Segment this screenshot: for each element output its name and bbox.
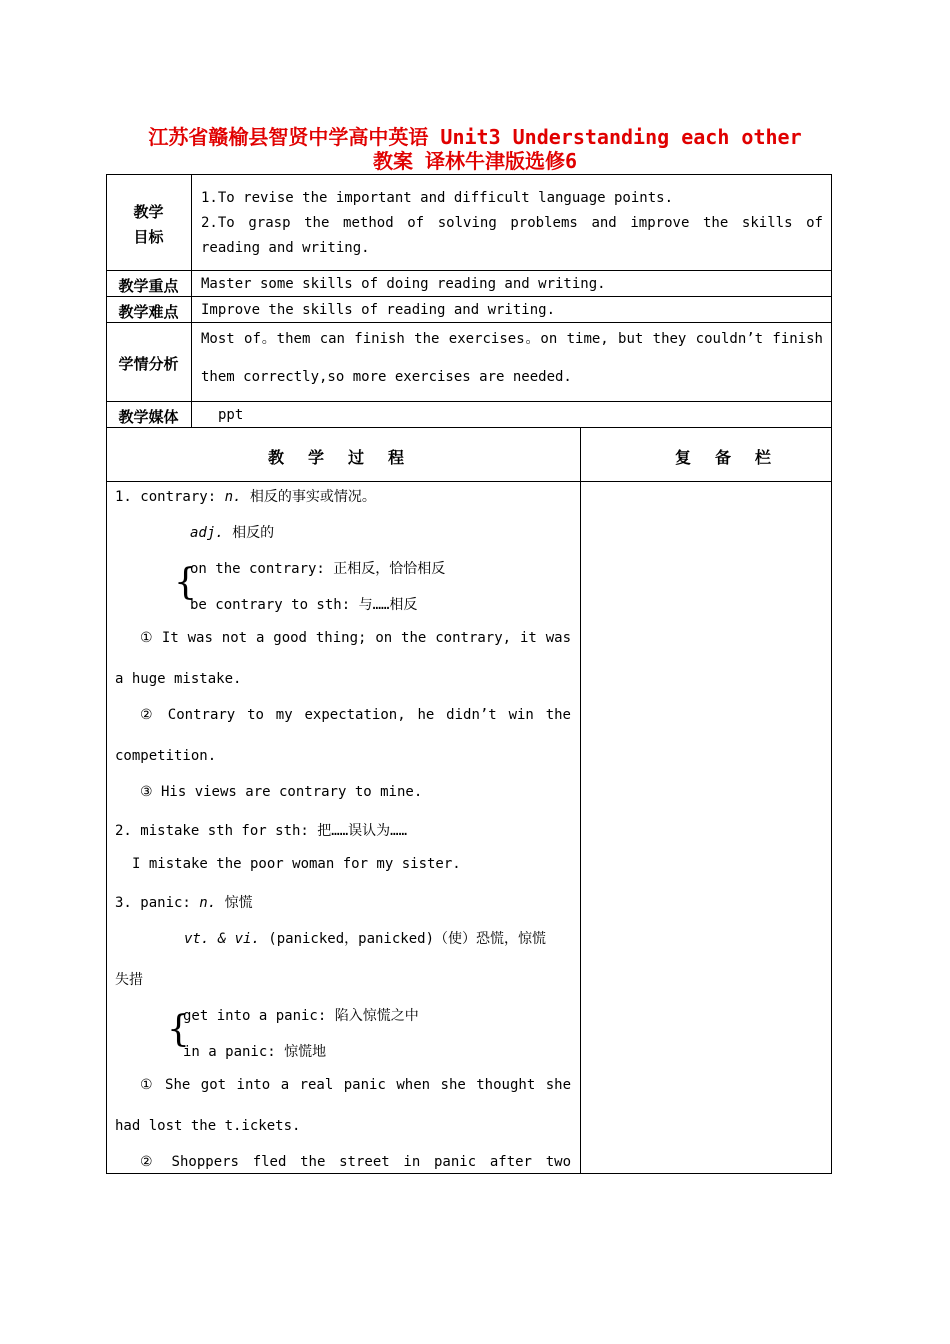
objective-1: 1.To revise the important and difficult language points. — [201, 190, 674, 206]
analysis-text: Most of。them can finish the exercises。on time, but they couldn’t finish — [201, 331, 823, 347]
row-divider — [106, 296, 832, 297]
brace-icon: { — [174, 562, 197, 603]
analysis-text-cont: them correctly,so more exercises are needed. — [201, 369, 572, 385]
media-text: ppt — [218, 407, 244, 423]
key-points-label: 教学重点 — [118, 277, 179, 295]
notes-header: 复备栏 — [674, 448, 795, 467]
item-3-verb: vt. & vi. (panicked，panicked)（使）恐慌，惊慌 — [184, 931, 547, 947]
phrase-on-the-contrary: on the contrary: 正相反，恰恰相反 — [190, 561, 446, 577]
example-2-cont: competition. — [115, 748, 217, 764]
item-3-verb-cont: 失措 — [115, 972, 143, 988]
item-1-contrary: 1. contrary: n. 相反的事实或情况。 — [115, 489, 376, 505]
column-divider — [580, 427, 581, 1174]
item-2-example: I mistake the poor woman for my sister. — [132, 856, 461, 872]
objectives-label-2: 目标 — [133, 228, 164, 246]
analysis-label: 学情分析 — [118, 355, 179, 373]
phrase-get-into-a-panic: get into a panic: 陷入惊慌之中 — [183, 1008, 419, 1024]
panic-example-1: ① She got into a real panic when she thought she — [140, 1077, 571, 1093]
row-divider — [106, 481, 832, 482]
media-label: 教学媒体 — [118, 408, 179, 426]
item-1-adj: adj. 相反的 — [190, 525, 275, 541]
key-points-text: Master some skills of doing reading and writing. — [201, 276, 606, 292]
document-title-line-1: 江苏省赣榆县智贤中学高中英语 Unit3 Understanding each other — [148, 125, 802, 149]
objective-2-cont: reading and writing. — [201, 240, 370, 256]
item-3-panic: 3. panic: n. 惊慌 — [115, 895, 253, 911]
difficult-points-text: Improve the skills of reading and writing. — [201, 302, 556, 318]
row-divider — [106, 270, 832, 271]
row-divider — [106, 427, 832, 428]
example-1-cont: a huge mistake. — [115, 671, 242, 687]
example-2: ② Contrary to my expectation, he didn’t win the — [140, 707, 571, 723]
row-divider — [106, 401, 832, 402]
objective-2: 2.To grasp the method of solving problems and improve the skills of — [201, 215, 823, 231]
column-divider — [191, 174, 192, 427]
phrase-in-a-panic: in a panic: 惊慌地 — [183, 1044, 327, 1060]
brace-icon: { — [167, 1009, 190, 1050]
difficult-points-label: 教学难点 — [118, 303, 179, 321]
panic-example-2: ② Shoppers fled the street in panic after two — [140, 1154, 571, 1170]
panic-example-1-cont: had lost the t.ickets. — [115, 1118, 301, 1134]
example-1: ① It was not a good thing; on the contrary, it was — [140, 630, 571, 646]
document-title-line-2: 教案 译林牛津版选修6 — [372, 149, 578, 173]
process-header: 教学过程 — [267, 448, 428, 467]
item-2-mistake: 2. mistake sth for sth: 把……误认为…… — [115, 823, 408, 839]
objectives-label-1: 教学 — [133, 203, 164, 221]
phrase-be-contrary-to: be contrary to sth: 与……相反 — [190, 597, 418, 613]
example-3: ③ His views are contrary to mine. — [140, 784, 423, 800]
row-divider — [106, 322, 832, 323]
